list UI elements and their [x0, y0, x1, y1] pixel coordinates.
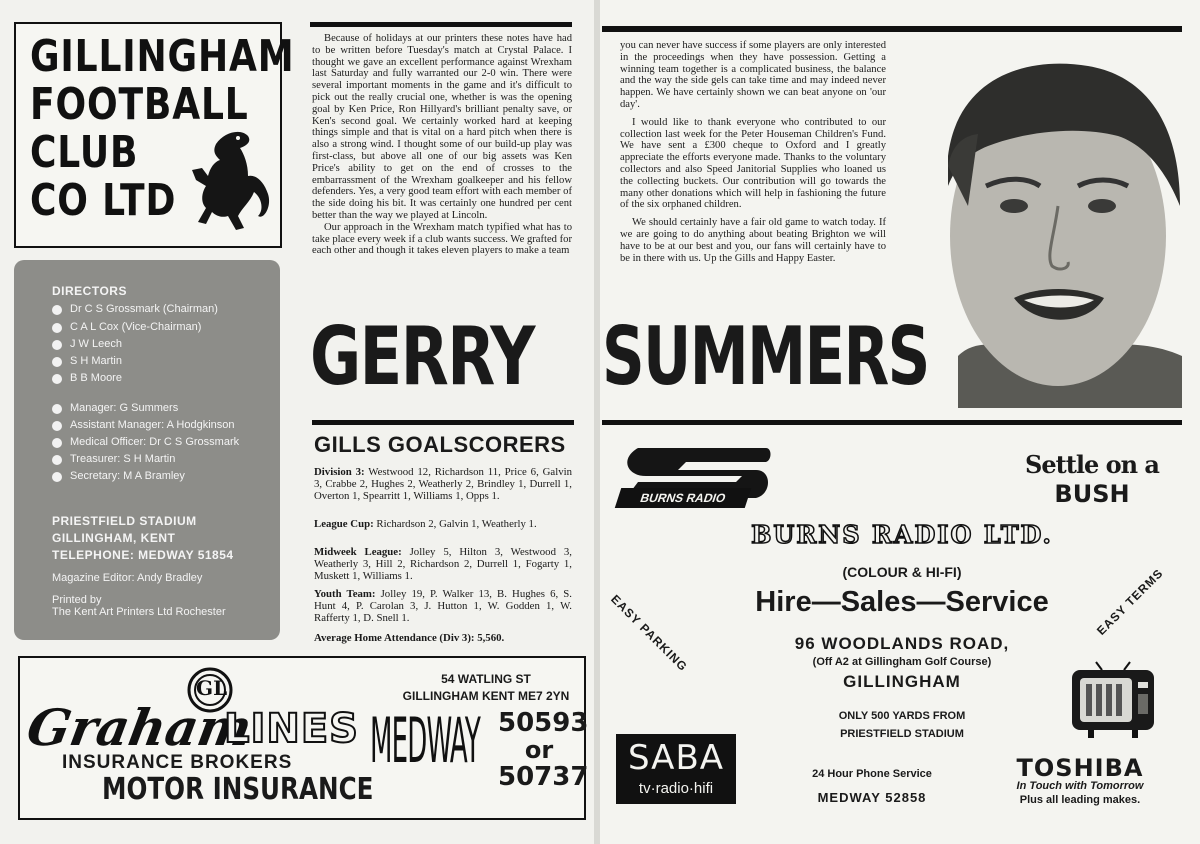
printer-name: The Kent Art Printers Ltd Rochester	[52, 606, 226, 618]
bullet-icon	[52, 421, 62, 431]
title-first-name: GERRY	[310, 310, 534, 403]
bush-brand: BUSH	[1054, 480, 1130, 508]
television-icon	[1068, 660, 1158, 740]
distance-line-2: PRIESTFIELD STADIUM	[840, 728, 964, 740]
club-name-line-1: GILLINGHAM	[30, 31, 295, 82]
graham-address-2: GILLINGHAM KENT ME7 2YN	[402, 689, 570, 703]
club-name-line-2: FOOTBALL	[30, 79, 249, 130]
saba-logo	[616, 734, 736, 804]
burns-address: 96 WOODLANDS ROAD,	[794, 634, 1010, 653]
goals-label: Midweek League:	[314, 546, 402, 558]
goals-text: Richardson 2, Galvin 1, Weatherly 1.	[373, 518, 537, 530]
director-4: S H Martin	[70, 355, 122, 367]
stadium-town: GILLINGHAM, KENT	[52, 531, 176, 545]
saba-subtitle: tv·radio·hifi	[638, 780, 714, 797]
top-rule	[310, 22, 572, 27]
burns-address-note: (Off A2 at Gillingham Golf Course)	[812, 656, 992, 668]
article-paragraph: Because of holidays at our printers these notes have had to be written before Tuesday's match at Crystal Palace. I thought we gave an excellent performance against Wrexham last Saturday and fully warranted our 2-0 win. There were several important moments in the game and it's difficult to pick out the really crucial one, whether is was the opening goal by Ken Price, Ron Hillyard's brilliant penalty save, or Ken's second goal. We certainly worked hard at keeping things simple and that is vital on a hard pitch when there is also a strong wind. I thought some of our build-up play was first-class, but above all one of our big assets was Ken Price's ability to get on the end of crosses to the embarrassment of the Wrexham goalkeeper and his fellow defenders. Yes, a very good team effort with each member of the side doing his bit. It was certainly one hundred per cent better than the way we played at Lincoln.	[312, 33, 572, 221]
goals-text: Jolley 5, Hilton 3, Westwood 3, Weatherly 3, Hill 2, Richardson 2, Durrell 1, Fogarty 1, Muskett 1, Williams 1.	[314, 546, 572, 582]
club-name-line-4: CO LTD	[30, 175, 177, 226]
player-photo	[918, 36, 1182, 408]
official-3: Medical Officer: Dr C S Grossmark	[70, 436, 240, 448]
toshiba-tagline: In Touch with Tomorrow	[1016, 780, 1144, 792]
official-1: Manager: G Summers	[70, 402, 179, 414]
burns-company-name: BURNS RADIO LTD.	[751, 520, 1053, 549]
goals-text: Jolley 19, P. Walker 13, B. Hughes 6, S. Hunt 4, P. Carolan 3, J. Hutton 1, W. Godden 1, W. Rafferty 1, D. Snell 1.	[314, 588, 572, 624]
bullet-icon	[52, 472, 62, 482]
motor-insurance: MOTOR INSURANCE	[102, 772, 374, 807]
bullet-icon	[52, 357, 62, 367]
official-4: Treasurer: S H Martin	[70, 453, 176, 465]
goals-division-3	[314, 466, 572, 502]
graham-address-1: 54 WATLING ST	[441, 672, 531, 686]
article-column-2	[620, 40, 886, 264]
official-5: Secretary: M A Bramley	[70, 470, 185, 482]
article-paragraph: Our approach in the Wrexham match typified what has to take place every week if a club wants success. We grafted for each other and though it takes eleven players to make a team	[312, 221, 572, 257]
goals-youth-team	[314, 588, 572, 624]
magazine-editor: Magazine Editor: Andy Bradley	[52, 572, 203, 584]
white-horse-icon	[186, 124, 276, 234]
stadium-telephone: TELEPHONE: MEDWAY 51854	[52, 548, 234, 562]
goals-label: Youth Team:	[314, 588, 376, 600]
article-paragraph: I would like to thank everyone who contributed to our collection last week for the Peter Houseman Children's Fund. We have sent a £300 cheque to Oxford and I greatly appreciate the efforts everyone made. Thanks to the voluntary collectors and also Speed Janitorial Supplies who loaned us the collecting buckets. Our contribution will go towards the many other donations which will help in fashioning the future of the six orphaned children.	[620, 116, 886, 211]
director-5: B B Moore	[70, 372, 122, 384]
distance-line-1: ONLY 500 YARDS FROM	[838, 710, 966, 722]
burns-radio-ad	[602, 428, 1182, 818]
burns-services: Hire—Sales—Service	[755, 586, 1049, 618]
easy-terms: EASY TERMS	[1094, 565, 1166, 638]
printed-by-label: Printed by	[52, 594, 102, 606]
phone-number-2: 50737	[498, 762, 589, 792]
phone-service: 24 Hour Phone Service	[812, 768, 932, 780]
club-name-box	[14, 22, 295, 248]
goals-league-cup	[314, 518, 572, 530]
stadium-name: PRIESTFIELD STADIUM	[52, 514, 197, 528]
average-attendance: Average Home Attendance (Div 3): 5,560.	[314, 632, 505, 644]
graham-script: Graham	[22, 698, 257, 757]
section-rule	[312, 420, 574, 425]
section-rule	[602, 420, 1182, 425]
directors-heading: DIRECTORS	[52, 284, 127, 298]
article-column-1	[312, 33, 572, 257]
top-rule	[602, 26, 1182, 32]
lines-block-text: LINES	[224, 706, 359, 752]
bush-slogan: Settle on a	[1025, 450, 1159, 479]
director-1: Dr C S Grossmark (Chairman)	[70, 303, 218, 315]
left-page	[0, 0, 594, 844]
emblem-initials: GL	[196, 676, 228, 700]
phone-or: or	[524, 736, 554, 764]
club-name-line-3: CLUB	[30, 127, 139, 178]
burns-town: GILLINGHAM	[843, 672, 961, 691]
bullet-icon	[52, 340, 62, 350]
burns-phone: MEDWAY 52858	[817, 790, 927, 805]
director-3: J W Leech	[70, 338, 122, 350]
graham-lines-ad	[18, 656, 589, 820]
club-info-panel	[14, 260, 280, 640]
player-portrait-icon	[918, 36, 1182, 408]
leading-makes: Plus all leading makes.	[1019, 794, 1141, 806]
burns-radio-caption: BURNS RADIO	[615, 488, 751, 508]
article-paragraph: We should certainly have a fair old game to watch today. If we are going to do anything about beating Brighton we will have to be at our best and you, our fans will certainly have to be in there with us. Up the Gills and Happy Easter.	[620, 217, 886, 264]
official-2: Assistant Manager: A Hodgkinson	[70, 419, 235, 431]
goals-label: League Cup:	[314, 518, 374, 530]
bullet-icon	[52, 438, 62, 448]
toshiba-brand: TOSHIBA	[1016, 754, 1144, 782]
burns-subtitle: (COLOUR & HI-FI)	[842, 564, 962, 580]
bullet-icon	[52, 455, 62, 465]
bullet-icon	[52, 404, 62, 414]
saba-brand: SABA	[627, 738, 725, 778]
goals-text: Westwood 12, Richardson 11, Price 6, Galvin 3, Crabbe 2, Hughes 2, Weatherly 2, Brindley 1, Durrell 1, Overton 1, Spearritt 1, Williams 1, Opps 1.	[314, 466, 572, 502]
medway-exchange: MEDWAY	[370, 704, 480, 777]
insurance-brokers: INSURANCE BROKERS	[62, 752, 293, 773]
article-paragraph: you can never have success if some players are only interested in the proceedings when they have possession. Getting a winning team together is a complicated business, the balance and the way the side gels can take time and may indeed never happen. We have certainly shown we can beat anyone on 'our day'.	[620, 40, 886, 110]
director-2: C A L Cox (Vice-Chairman)	[70, 321, 202, 333]
title-last-name: SUMMERS	[602, 310, 929, 403]
easy-parking: EASY PARKING	[608, 592, 691, 675]
goals-label: Division 3:	[314, 466, 365, 478]
goalscorers-title: GILLS GOALSCORERS	[314, 432, 566, 457]
goals-midweek-league	[314, 546, 572, 582]
bullet-icon	[52, 305, 62, 315]
bullet-icon	[52, 374, 62, 384]
bullet-icon	[52, 323, 62, 333]
phone-number-1: 50593	[498, 708, 589, 738]
